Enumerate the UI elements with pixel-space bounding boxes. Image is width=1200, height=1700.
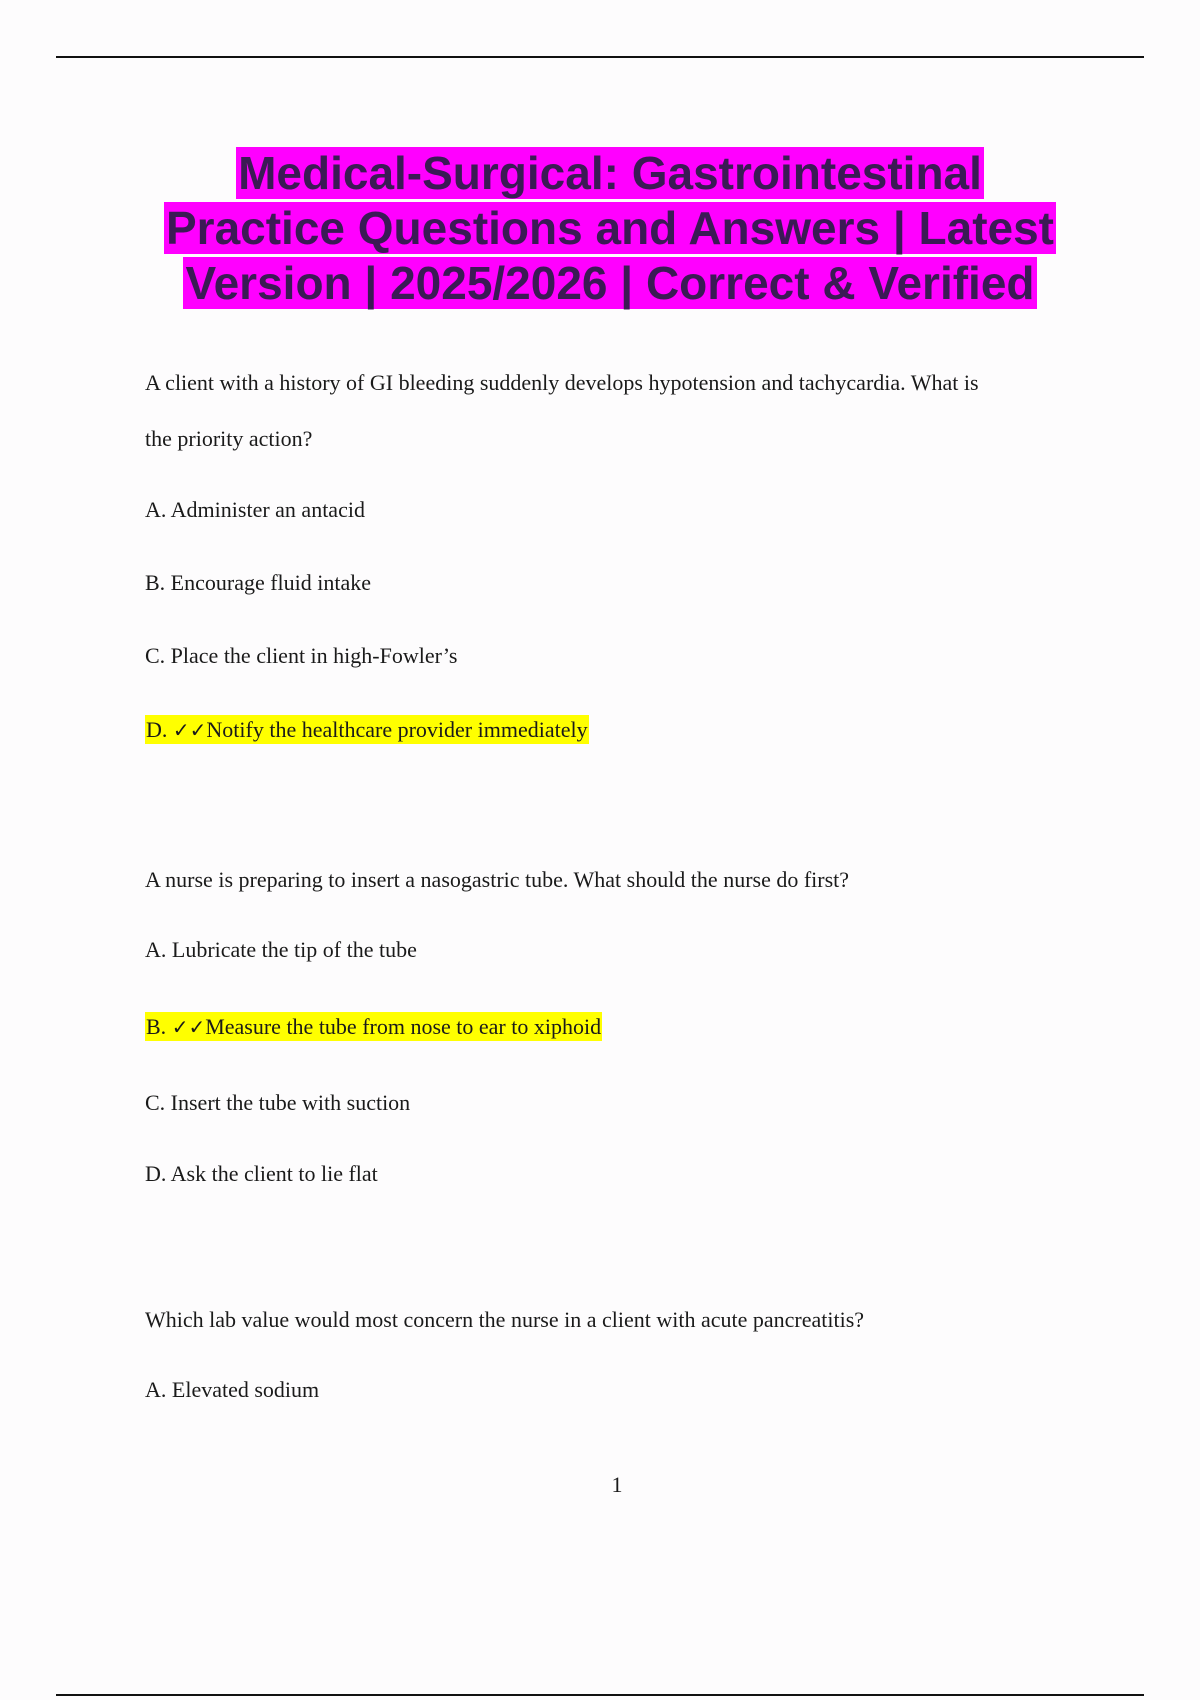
checkmark-icon: ✓✓ bbox=[171, 1015, 206, 1039]
question-2-option-a: A. Lubricate the tip of the tube bbox=[145, 937, 417, 962]
footer-rule bbox=[56, 1694, 1144, 1696]
answer-prefix: B. bbox=[146, 1014, 172, 1039]
answer-highlight bbox=[145, 1012, 602, 1041]
page-number: 1 bbox=[611, 1472, 623, 1497]
answer-text: Notify the healthcare provider immediately bbox=[206, 717, 588, 742]
title-line-1: Medical-Surgical: Gastrointestinal bbox=[238, 147, 982, 199]
question-2-option-d: D. Ask the client to lie flat bbox=[145, 1161, 378, 1186]
question-1-option-b: B. Encourage fluid intake bbox=[145, 570, 372, 595]
answer-prefix: D. bbox=[146, 717, 173, 742]
title-line-3: Version | 2025/2026 | Correct & Verified bbox=[185, 257, 1035, 309]
document-title bbox=[130, 146, 1090, 311]
question-2-correct-answer bbox=[145, 1013, 602, 1041]
question-3-stem-line-1: Which lab value would most concern the nurse in a client with acute pancreatitis? bbox=[145, 1307, 865, 1332]
question-1-stem-line-1: A client with a history of GI bleeding suddenly develops hypotension and tachycardia. What is bbox=[145, 370, 979, 395]
question-1-option-a: A. Administer an antacid bbox=[145, 497, 365, 522]
header-rule bbox=[56, 56, 1144, 58]
answer-highlight bbox=[145, 715, 589, 744]
question-1-correct-answer bbox=[145, 716, 589, 744]
question-1-option-c: C. Place the client in high-Fowler’s bbox=[145, 643, 458, 668]
question-2-option-c: C. Insert the tube with suction bbox=[145, 1090, 411, 1115]
question-3-option-a: A. Elevated sodium bbox=[145, 1377, 320, 1402]
title-line-2: Practice Questions and Answers | Latest bbox=[165, 202, 1054, 254]
question-2-stem-line-1: A nurse is preparing to insert a nasogastric tube. What should the nurse do first? bbox=[145, 867, 850, 892]
question-1-stem-line-2: the priority action? bbox=[145, 426, 313, 451]
checkmark-icon: ✓✓ bbox=[172, 718, 207, 742]
answer-text: Measure the tube from nose to ear to xiphoid bbox=[205, 1014, 602, 1039]
